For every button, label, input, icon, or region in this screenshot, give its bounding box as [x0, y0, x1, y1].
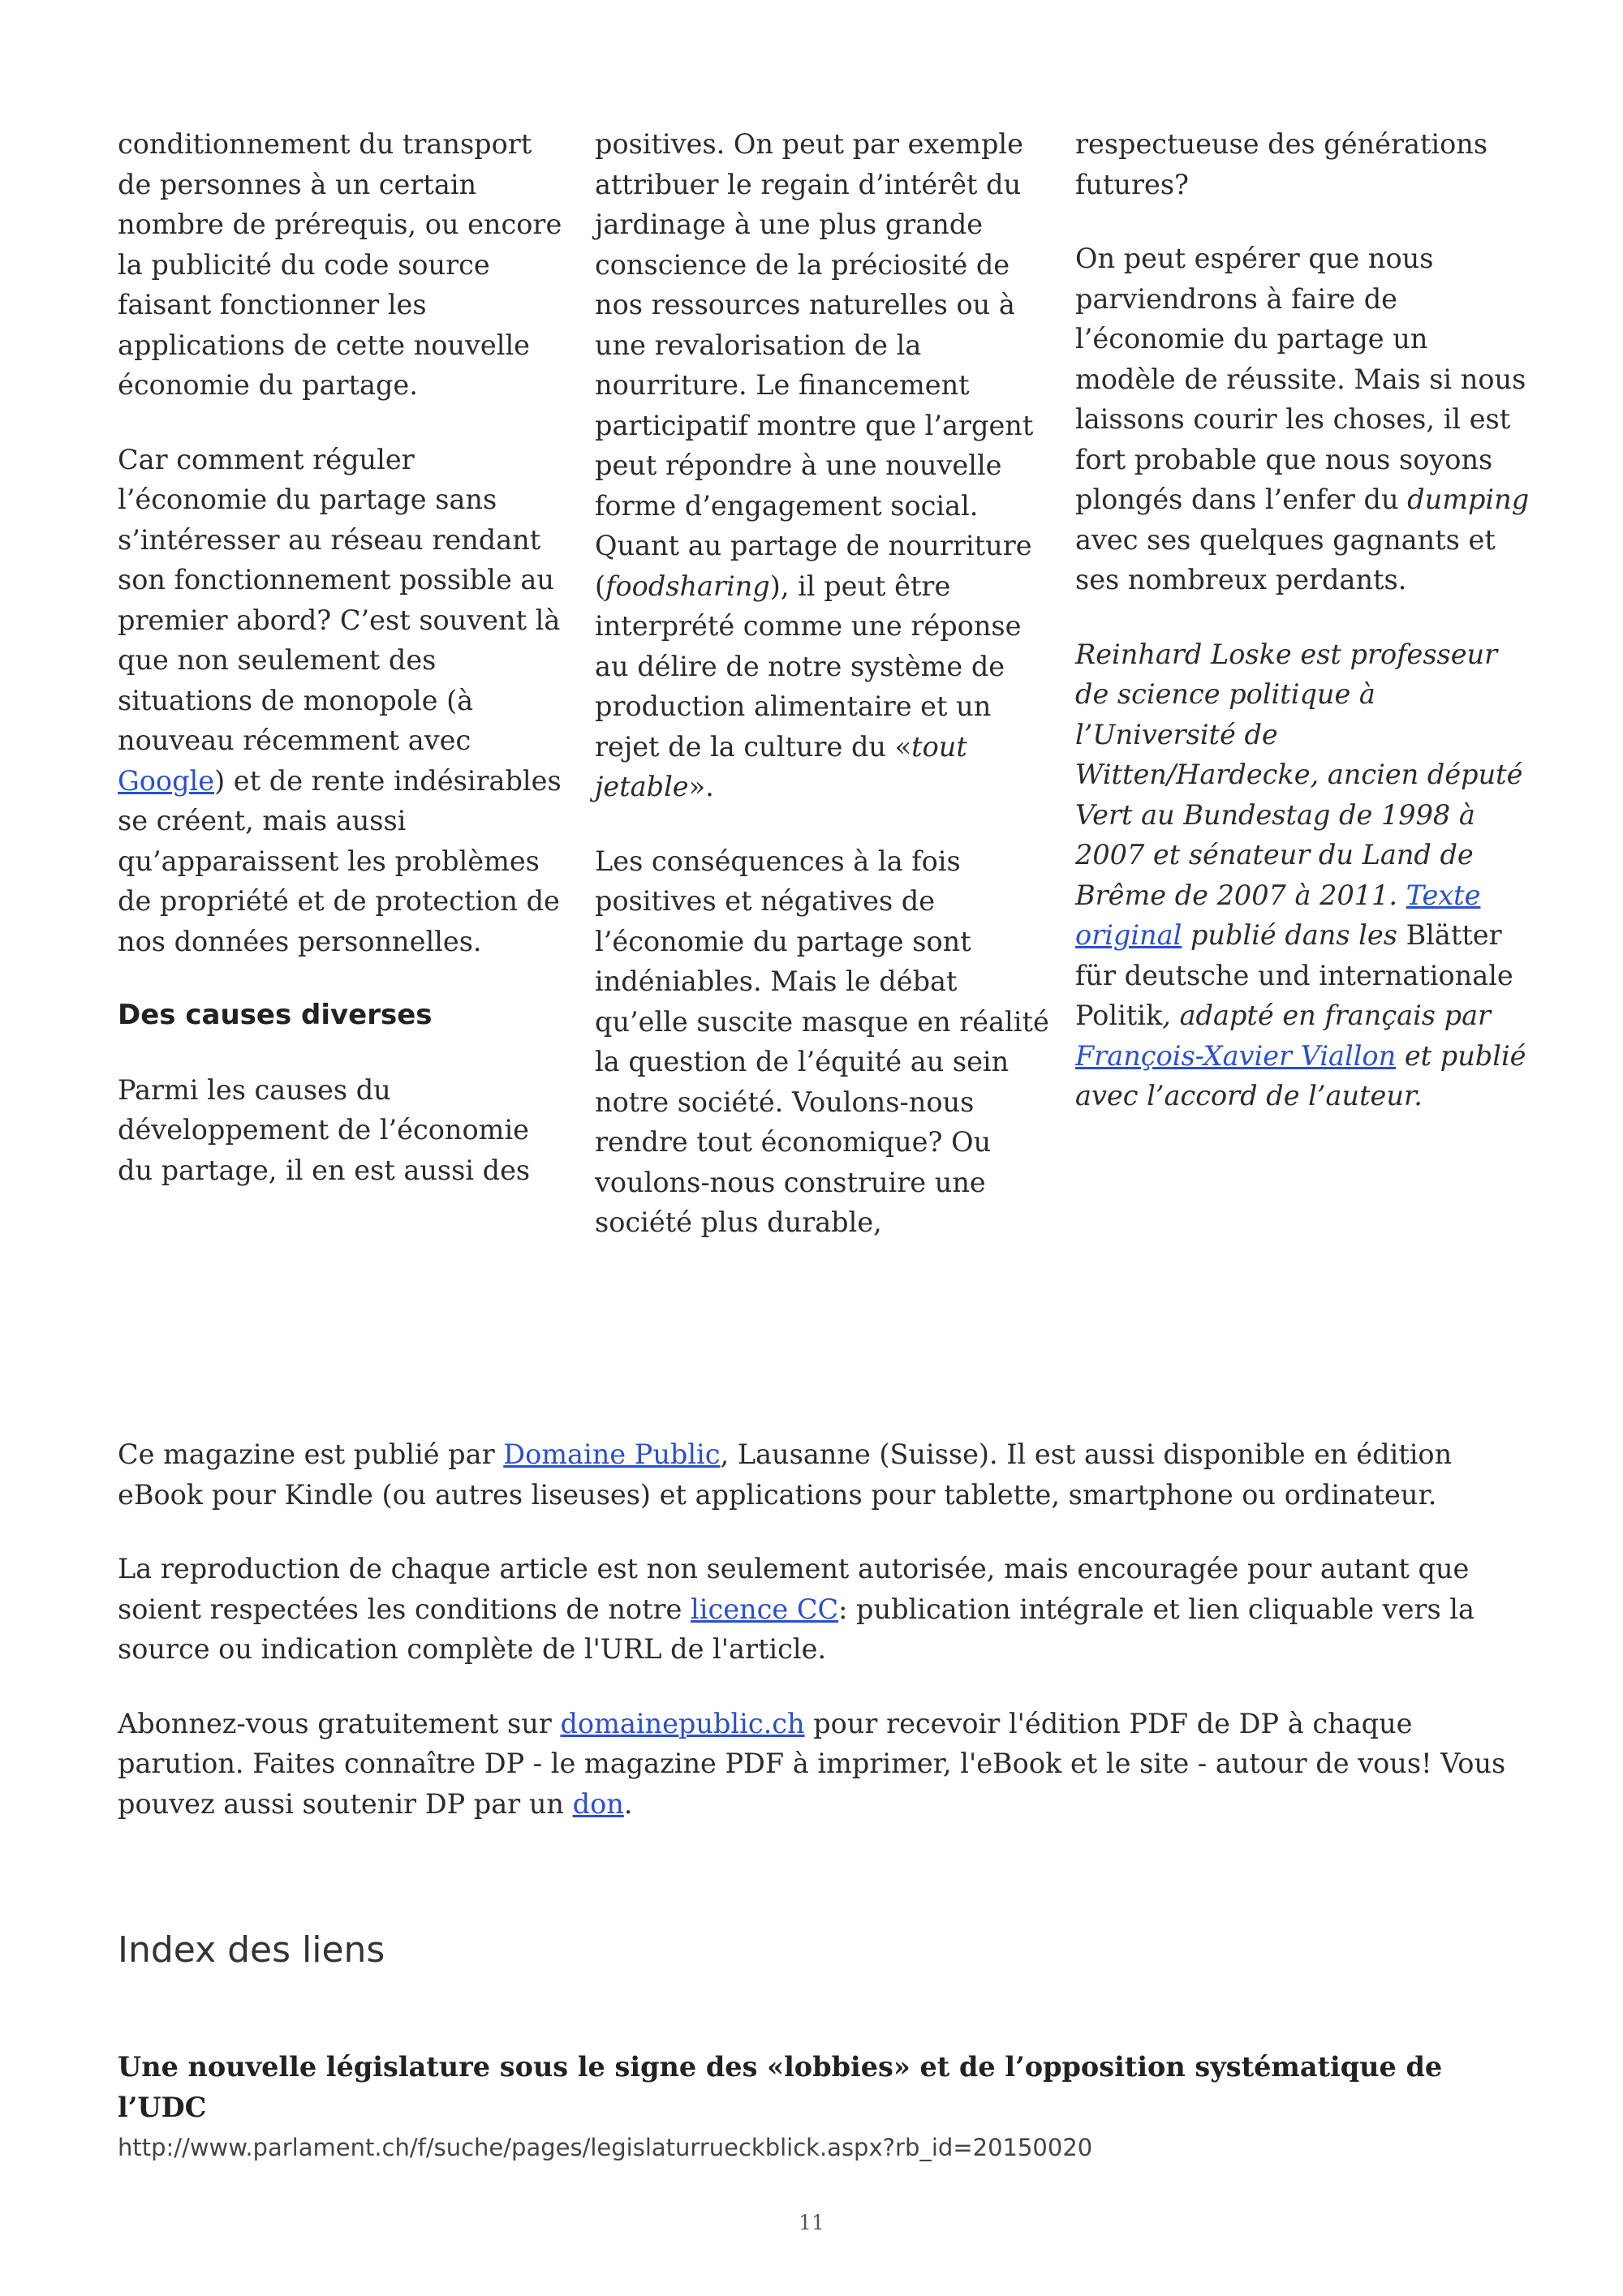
article-column-1	[118, 124, 572, 1224]
licence-cc-link[interactable]: licence CC	[691, 1593, 839, 1625]
original-text-link[interactable]: Texte original	[1075, 879, 1481, 951]
donation-link[interactable]: don	[572, 1787, 624, 1820]
links-index-title: Index des liens	[118, 1929, 385, 1971]
domainepublic-site-link[interactable]: domainepublic.ch	[560, 1707, 805, 1739]
index-entry-url: http://www.parlament.ch/f/suche/pages/legislaturrueckblick.aspx?rb_id=20150020	[118, 2134, 1093, 2161]
publisher-notice	[118, 1434, 1530, 1858]
domaine-public-link[interactable]: Domaine Public	[503, 1438, 721, 1470]
paragraph: positives. On peut par exemple attribuer le regain d’intérêt du jardinage à une plus grande conscience de la préciosité de nos ressources naturelles ou à une revalorisation de la nourriture. Le financement participatif montre que l’argent peut répondre à une nouvelle forme d’engagement social. Quant au partage de nourriture (foodsharing), il peut être interprété comme une réponse au délire de notre système de production alimentaire et un rejet de la culture du «tout jetable».	[595, 128, 1034, 802]
paragraph: Les conséquences à la fois positives et négatives de l’économie du partage sont indéniables. Mais le débat qu’elle suscite masque en réalité la question de l’équité au sein notre société. Voulons-nous rendre tout économique? Ou voulons-nous construire une société plus durable,	[595, 845, 1049, 1238]
article-column-3	[1075, 124, 1530, 1150]
paragraph: respectueuse des générations futures?	[1075, 128, 1488, 200]
section-heading: Des causes diverses	[118, 999, 433, 1031]
google-link[interactable]: Google	[118, 764, 215, 797]
index-entry-title: Une nouvelle législature sous le signe des «lobbies» et de l’opposition systématique de l’UDC	[118, 2051, 1443, 2123]
paragraph: Car comment réguler l’économie du partage sans s’intéresser au réseau rendant son fonctionnement possible au premier abord? C’est souvent là que non seulement des situations de monopole (à nouveau récemment avec Google) et de rente indésirables se créent, mais aussi qu’apparaissent les problèmes de propriété et de protection de nos données personnelles.	[118, 443, 562, 957]
article-column-2	[595, 124, 1049, 1277]
paragraph: La reproduction de chaque article est non seulement autorisée, mais encouragée pour autant que soient respectées les conditions de notre licence CC: publication intégrale et lien cliquable vers la source ou indication complète de l'URL de l'article.	[118, 1553, 1474, 1665]
translator-link[interactable]: François-Xavier Viallon	[1075, 1039, 1397, 1072]
author-bio: Reinhard Loske est professeur de science politique à l’Université de Witten/Hardecke, ancien député Vert au Bundestag de 1998 à 2007 et sénateur du Land de Brême de 2007 à 2011. Texte original publié dans les Blätter für deutsche und internationale Politik, adapté en français par François-Xavier Viallon et publié avec l’accord de l’auteur.	[1075, 638, 1526, 1111]
paragraph: Abonnez-vous gratuitement sur domainepublic.ch pour recevoir l'édition PDF de DP à chaque parution. Faites connaître DP - le magazine PDF à imprimer, l'eBook et le site - autour de vous! Vous pouvez aussi soutenir DP par un don.	[118, 1707, 1506, 1820]
page-number: 11	[799, 2211, 824, 2234]
paragraph: Ce magazine est publié par Domaine Public, Lausanne (Suisse). Il est aussi disponible en édition eBook pour Kindle (ou autres liseuses) et applications pour tablette, smartphone ou ordinateur.	[118, 1438, 1453, 1511]
paragraph: conditionnement du transport de personnes à un certain nombre de prérequis, ou encore la publicité du code source faisant fonctionner les applications de cette nouvelle économie du partage.	[118, 128, 562, 401]
paragraph: Parmi les causes du développement de l’économie du partage, il en est aussi des	[118, 1073, 531, 1186]
paragraph: On peut espérer que nous parviendrons à faire de l’économie du partage un modèle de réussite. Mais si nous laissons courir les choses, il est fort probable que nous soyons plongés dans l’enfer du dumping avec ses quelques gagnants et ses nombreux perdants.	[1075, 243, 1530, 595]
